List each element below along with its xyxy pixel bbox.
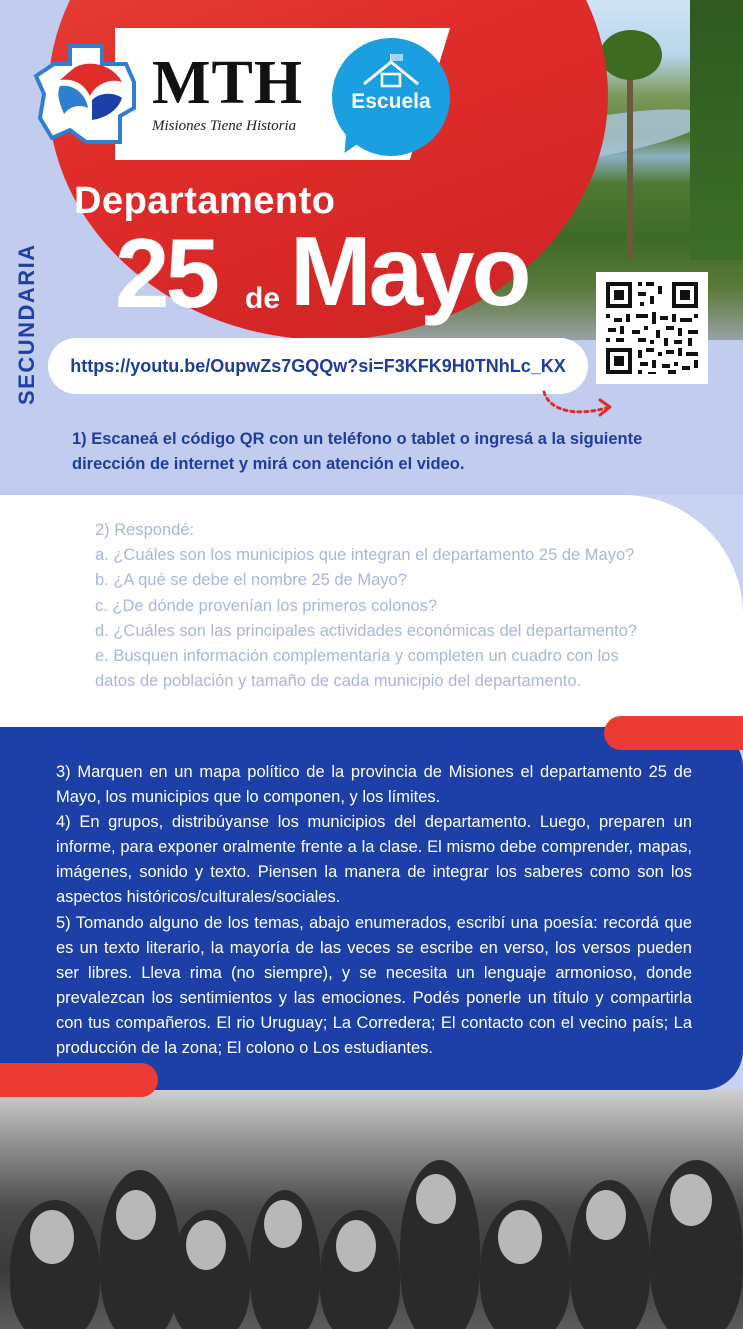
red-accent-left [0,1063,158,1097]
question-heading: 2) Respondé: [95,521,195,539]
title-de: de [245,282,281,315]
qr-code-icon[interactable] [596,272,708,384]
dotted-arrow-icon [538,388,618,424]
red-accent-right [604,716,743,750]
activities-text [56,760,692,1061]
question-e-continued: datos de población y tamaño de cada municipio del departamento. [95,672,582,691]
instruction-5: 5) Tomando alguno de los temas, abajo enumerados, escribí una poesía: recordá que es un texto literario, la mayoría de las veces se escribe en verso, los versos pueden ser libres. Lleva rima (no siempre), y se necesita un lenguaje armonioso, donde prevalezcan los sentimientos y las emociones. Podés ponerle un título y compartirla con tus compañeros. El rio Uruguay; La Corredera; El contacto con el vecino país; La producción de la zona; El colono o Los estudiantes. [56,913,692,1058]
instruction-2 [95,518,715,694]
mth-logo-icon [30,38,142,150]
question-e: e. Busquen información complementaria y completen un cuadro con los [95,647,619,666]
title-mayo: Mayo [290,216,529,326]
historical-settlers-photo [0,1090,743,1329]
school-roof-icon [360,54,422,88]
instruction-3: 3) Marquen en un mapa político de la provincia de Misiones el departamento 25 de Mayo, los municipios que lo componen, y los límites. [56,763,692,807]
title-departamento: Departamento [74,180,336,222]
question-d: d. ¿Cuáles son las principales actividades económicas del departamento? [95,621,638,640]
brand-name: MTH [152,49,304,117]
level-label: SECUNDARIA [14,243,39,405]
instruction-1: 1) Escaneá el código QR con un teléfono o tablet o ingresá a la siguiente dirección de internet y mirá con atención el video. [72,430,643,473]
palm-crown [600,30,662,80]
question-c: c. ¿De dónde provenían los primeros colonos? [95,596,438,615]
question-a: a. ¿Cuáles son los municipios que integran el departamento 25 de Mayo? [95,546,635,565]
title-number: 25 [115,218,217,328]
instruction-4: 4) En grupos, distribúyanse los municipios del departamento. Luego, preparen un informe, para exponer oralmente frente a la clase. El mismo debe comprender, mapas, imágenes, sonido y texto. Piensen la manera de integrar los saberes como son los aspectos históricos/culturales/sociales. [56,813,692,907]
escuela-label: Escuela [351,90,431,113]
forest-shape [690,0,743,260]
question-b: b. ¿A qué se debe el nombre 25 de Mayo? [95,571,407,590]
video-link[interactable]: https://youtu.be/OupwZs7GQQw?si=F3KFK9H0TNhLc_KX [70,356,566,376]
palm-trunk [627,70,633,260]
brand-subtitle: Misiones Tiene Historia [152,118,297,134]
